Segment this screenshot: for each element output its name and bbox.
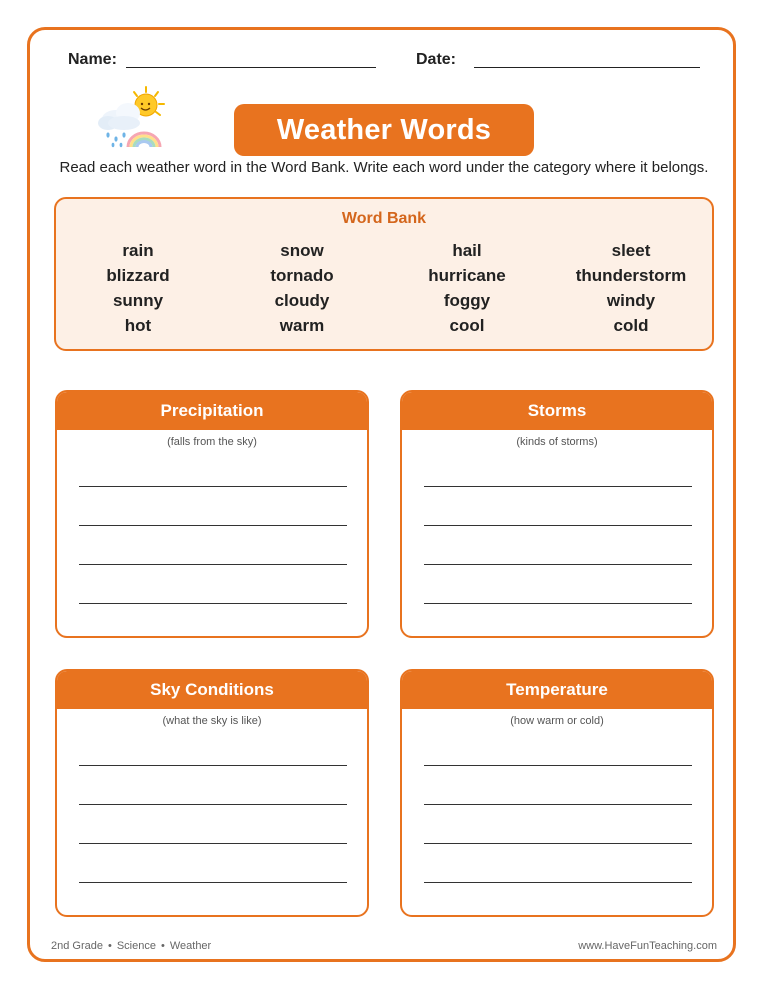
- word-bank-word: hurricane: [428, 266, 506, 285]
- footer-website: www.HaveFunTeaching.com: [578, 940, 717, 952]
- instructions: Read each weather word in the Word Bank. Write each word under the category where it belongs.: [59, 159, 709, 176]
- word-bank-word: rain: [122, 241, 154, 260]
- answer-line[interactable]: [424, 804, 692, 805]
- worksheet-title: Weather Words: [234, 104, 534, 156]
- bullet-separator: •: [160, 940, 165, 952]
- footer-tag-topic: Weather: [169, 940, 212, 952]
- category-title: Storms: [402, 392, 712, 430]
- word-bank-word: cold: [613, 316, 649, 335]
- word-bank-word: warm: [279, 316, 325, 335]
- word-bank-title: Word Bank: [341, 210, 427, 227]
- answer-line[interactable]: [79, 486, 347, 487]
- category-title: Sky Conditions: [57, 671, 367, 709]
- answer-line[interactable]: [424, 564, 692, 565]
- date-field[interactable]: [474, 67, 700, 68]
- date-label: Date:: [416, 51, 457, 68]
- word-bank-word: hail: [452, 241, 482, 260]
- category-card-precipitation: [55, 390, 369, 638]
- footer-tag-grade: 2nd Grade: [51, 940, 103, 952]
- word-bank-word: blizzard: [106, 266, 170, 285]
- category-subtitle: (what the sky is like): [162, 715, 262, 727]
- sun-cloud-rainbow-icon: [94, 85, 168, 149]
- category-subtitle: (kinds of storms): [516, 436, 598, 448]
- answer-line[interactable]: [424, 843, 692, 844]
- word-bank-word: cool: [449, 316, 485, 335]
- category-subtitle: (falls from the sky): [167, 436, 257, 448]
- answer-line[interactable]: [424, 882, 692, 883]
- footer-tag-subject: Science: [116, 940, 156, 952]
- category-card-sky-conditions: [55, 669, 369, 917]
- word-bank-word: sleet: [611, 241, 651, 260]
- word-bank-word: snow: [280, 241, 324, 260]
- footer-tags: [51, 940, 211, 952]
- name-field[interactable]: [126, 67, 376, 68]
- word-bank-word: sunny: [112, 291, 164, 310]
- word-bank-word: windy: [606, 291, 656, 310]
- name-label: Name:: [68, 51, 117, 68]
- answer-line[interactable]: [79, 804, 347, 805]
- category-title: Precipitation: [57, 392, 367, 430]
- category-subtitle: (how warm or cold): [510, 715, 604, 727]
- word-bank-word: tornado: [270, 266, 334, 285]
- answer-line[interactable]: [424, 486, 692, 487]
- word-bank-word: hot: [124, 316, 152, 335]
- category-card-storms: [400, 390, 714, 638]
- answer-line[interactable]: [79, 564, 347, 565]
- word-bank-word: thunderstorm: [575, 266, 687, 285]
- bullet-separator: •: [107, 940, 112, 952]
- answer-line[interactable]: [424, 603, 692, 604]
- category-title: Temperature: [402, 671, 712, 709]
- word-bank-word: foggy: [443, 291, 491, 310]
- answer-line[interactable]: [79, 765, 347, 766]
- answer-line[interactable]: [424, 765, 692, 766]
- category-card-temperature: [400, 669, 714, 917]
- answer-line[interactable]: [79, 843, 347, 844]
- word-bank-word: cloudy: [274, 291, 330, 310]
- answer-line[interactable]: [79, 603, 347, 604]
- answer-line[interactable]: [79, 525, 347, 526]
- answer-line[interactable]: [424, 525, 692, 526]
- answer-line[interactable]: [79, 882, 347, 883]
- word-bank: [54, 197, 714, 351]
